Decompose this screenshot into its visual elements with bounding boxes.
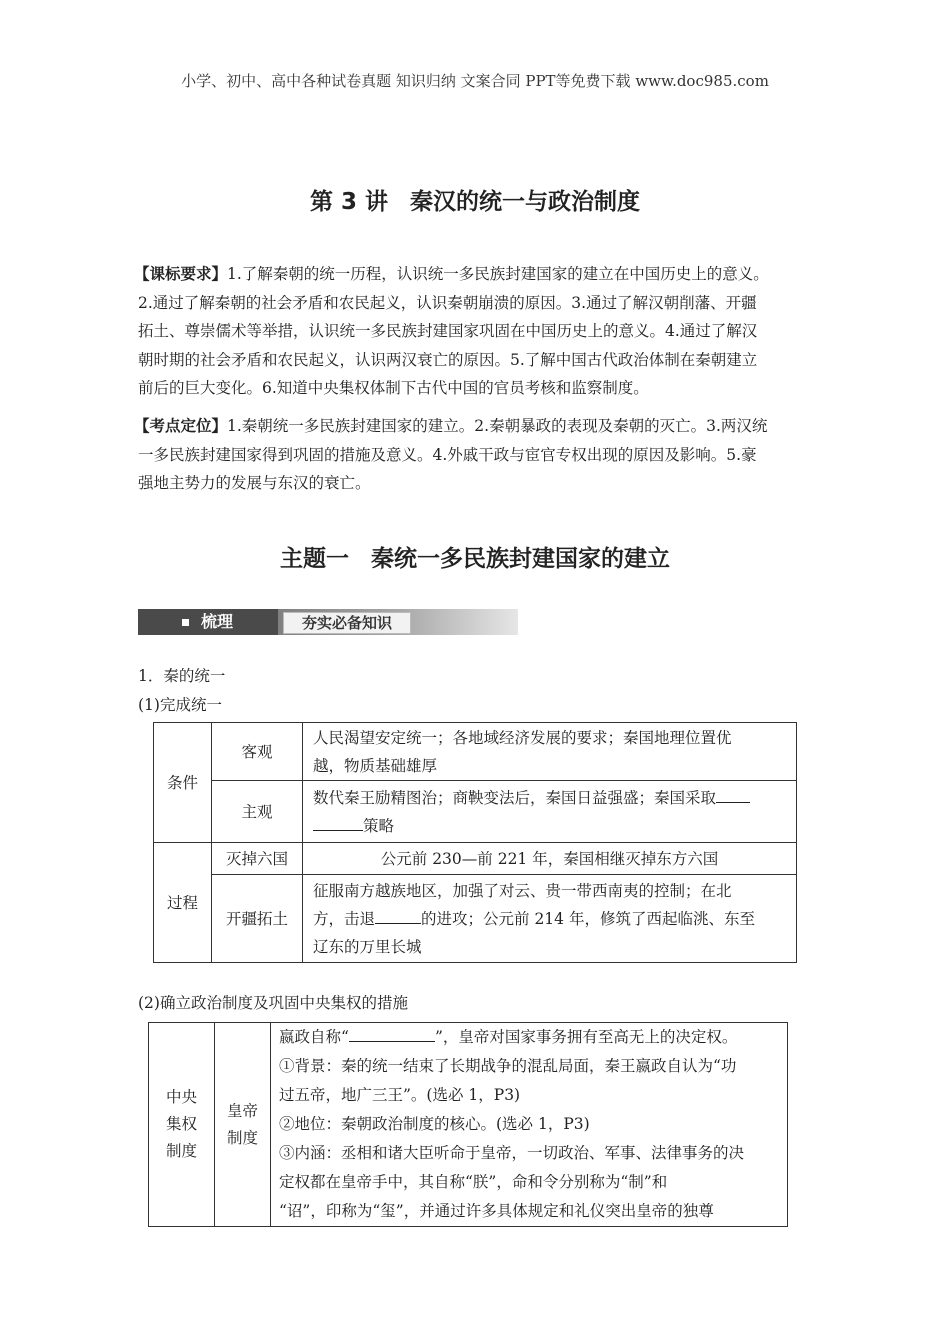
lecture-number: 第 3 讲 bbox=[309, 189, 389, 215]
banner-dark-text: 梳理 bbox=[201, 612, 234, 631]
cell-destroy-text: 公元前 230—前 221 年，秦国相继灭掉东方六国 bbox=[303, 843, 797, 875]
cell-expand: 开疆拓土 bbox=[212, 875, 303, 963]
text-line: 人民渴望安定统一；各地域经济发展的要求；秦国地理位置优 bbox=[313, 728, 732, 747]
curriculum-line: 2.通过了解秦朝的社会矛盾和农民起义，认识秦朝崩溃的原因。3.通过了解汉朝削藩、开疆 bbox=[138, 293, 757, 312]
exam-points bbox=[134, 412, 838, 498]
text-line: ①背景：秦的统一结束了长期战争的混乱局面，秦王嬴政自认为“功 bbox=[279, 1057, 737, 1075]
text-line: 辽东的万里长城 bbox=[313, 937, 422, 956]
text-line: ③内涵：丞相和诸大臣听命于皇帝，一切政治、军事、法律事务的决 bbox=[279, 1144, 745, 1162]
text-line: 制度 bbox=[165, 1142, 197, 1160]
text-line: 中央 bbox=[165, 1088, 197, 1106]
cell-emperor-system bbox=[215, 1023, 271, 1227]
text-line: 的进攻；公元前 214 年，修筑了西起临洮、东至 bbox=[421, 909, 755, 928]
curriculum-line: 1.了解秦朝的统一历程，认识统一多民族封建国家的建立在中国历史上的意义。 bbox=[227, 265, 769, 283]
topic-name: 秦统一多民族封建国家的建立 bbox=[371, 546, 670, 572]
topic-number: 主题一 bbox=[280, 546, 349, 572]
cell-condition: 条件 bbox=[154, 723, 212, 843]
text-line: “诏”，印称为“玺”，并通过许多具体规定和礼仪突出皇帝的独尊 bbox=[279, 1202, 714, 1220]
text-line: 过五帝，地广三王”。(选必 1，P3) bbox=[279, 1086, 521, 1104]
page-title bbox=[0, 183, 950, 216]
subsection-heading: (1)完成统一 bbox=[138, 696, 222, 714]
curriculum-label: 【课标要求】 bbox=[134, 265, 228, 283]
subsection-heading: (2)确立政治制度及巩固中央集权的措施 bbox=[138, 994, 408, 1012]
cell-expand-text bbox=[303, 875, 797, 963]
text-line: 制度 bbox=[226, 1128, 258, 1147]
banner-dark-label bbox=[138, 609, 278, 635]
system-table bbox=[148, 1022, 788, 1227]
section-heading: 1．秦的统一 bbox=[138, 667, 226, 685]
cell-subjective: 主观 bbox=[212, 781, 303, 843]
fill-blank bbox=[349, 1027, 435, 1042]
text-line: ②地位：秦朝政治制度的核心。(选必 1，P3) bbox=[279, 1115, 590, 1133]
curriculum-requirements bbox=[134, 260, 838, 403]
text-line: 数代秦王励精图治；商鞅变法后，秦国日益强盛；秦国采取 bbox=[313, 788, 717, 807]
cell-destroy: 灭掉六国 bbox=[212, 843, 303, 875]
banner-light-label: 夯实必备知识 bbox=[283, 612, 411, 634]
cell-objective-text bbox=[303, 723, 797, 781]
text-line: 越，物质基础雄厚 bbox=[313, 756, 438, 775]
page-header: 小学、初中、高中各种试卷真题 知识归纳 文案合同 PPT等免费下载 www.doc985.com bbox=[181, 72, 769, 90]
curriculum-line: 朝时期的社会矛盾和农民起义，认识两汉衰亡的原因。5.了解中国古代政治体制在秦朝建立 bbox=[138, 350, 758, 369]
exam-points-label: 【考点定位】 bbox=[134, 417, 228, 435]
section-banner bbox=[138, 609, 518, 639]
curriculum-line: 拓土、尊崇儒术等举措，认识统一多民族封建国家巩固在中国历史上的意义。4.通过了解汉 bbox=[138, 322, 758, 341]
text-line: ”，皇帝对国家事务拥有至高无上的决定权。 bbox=[434, 1028, 738, 1046]
cell-process: 过程 bbox=[154, 843, 212, 963]
curriculum-line: 前后的巨大变化。6.知道中央集权体制下古代中国的官员考核和监察制度。 bbox=[138, 379, 649, 398]
text-line: 方，击退 bbox=[313, 909, 376, 928]
text-line: 定权都在皇帝手中，其自称“朕”，命和令分别称为“制”和 bbox=[279, 1173, 668, 1191]
exam-points-line: 1.秦朝统一多民族封建国家的建立。2.秦朝暴政的表现及秦朝的灭亡。3.两汉统 bbox=[227, 417, 768, 435]
square-icon bbox=[182, 619, 189, 626]
unification-table bbox=[153, 722, 797, 963]
exam-points-line: 强地主势力的发展与东汉的衰亡。 bbox=[138, 474, 371, 493]
lecture-name: 秦汉的统一与政治制度 bbox=[410, 189, 641, 215]
text-line: 集权 bbox=[165, 1115, 197, 1133]
fill-blank bbox=[716, 788, 750, 803]
text-line: 嬴政自称“ bbox=[279, 1028, 349, 1046]
text-line: 皇帝 bbox=[226, 1101, 258, 1120]
text-line: 征服南方越族地区，加强了对云、贵一带西南夷的控制；在北 bbox=[313, 881, 732, 900]
text-line: 策略 bbox=[363, 816, 395, 835]
fill-blank bbox=[313, 816, 363, 831]
cell-objective: 客观 bbox=[212, 723, 303, 781]
fill-blank bbox=[375, 909, 421, 924]
cell-emperor-text bbox=[271, 1023, 788, 1227]
topic-title bbox=[0, 540, 950, 573]
cell-subjective-text bbox=[303, 781, 797, 843]
exam-points-line: 一多民族封建国家得到巩固的措施及意义。4.外戚干政与宦官专权出现的原因及影响。5.豪 bbox=[138, 445, 757, 464]
cell-central-system bbox=[149, 1023, 215, 1227]
